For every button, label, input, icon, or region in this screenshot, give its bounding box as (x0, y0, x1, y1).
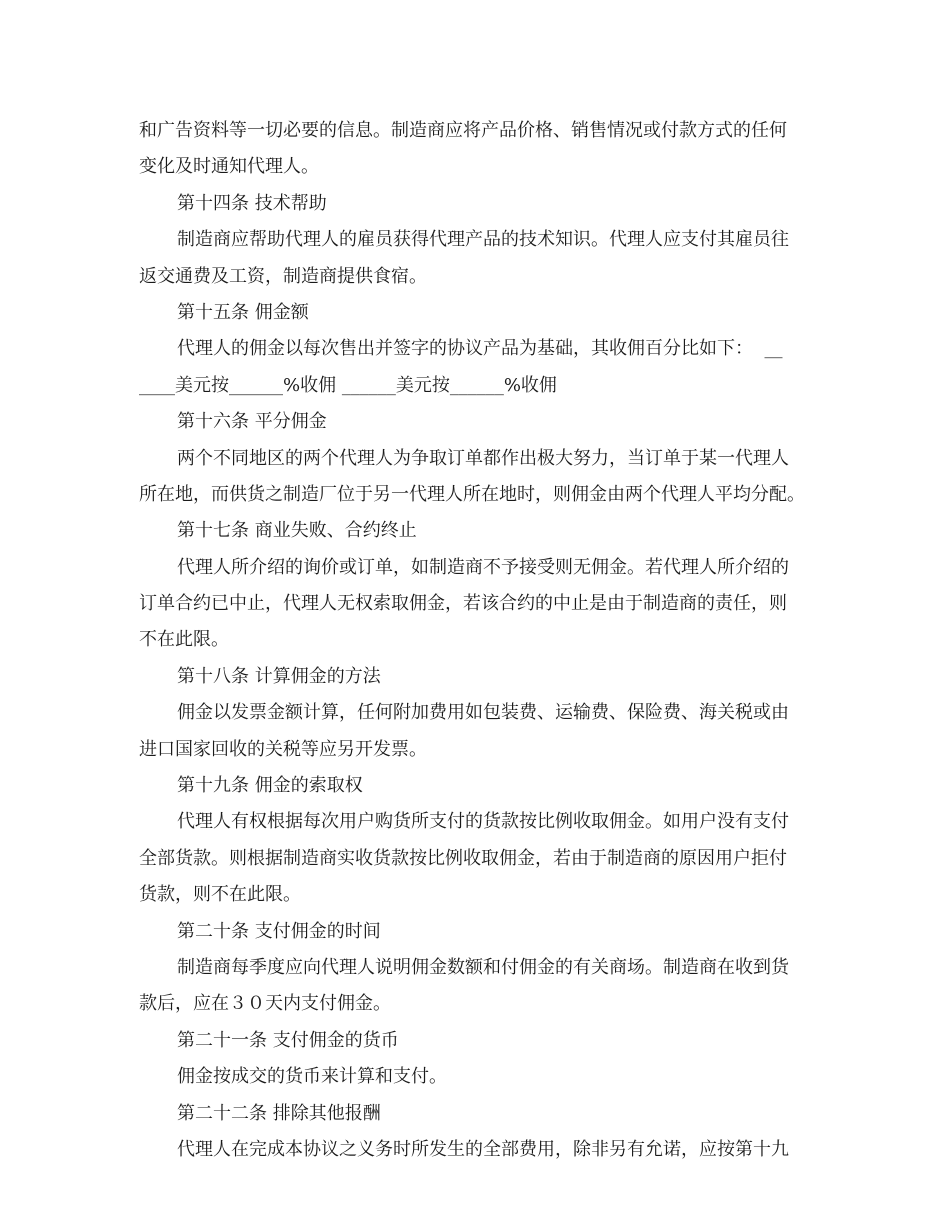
article-19-body-line-2: 全部货款。则根据制造商实收货款按比例收取佣金，若由于制造商的原因用户拒付 (139, 847, 787, 869)
article-18-body-line-1: 佣金以发票金额计算，任何附加费用如包装费、运输费、保险费、海关税或由 (177, 702, 789, 724)
article-21-heading: 第二十一条 支付佣金的货币 (177, 1029, 399, 1051)
article-21-body-line-1: 佣金按成交的货币来计算和支付。 (177, 1066, 447, 1088)
article-19-body-line-3: 货款，则不在此限。 (139, 884, 301, 906)
article-14-heading: 第十四条 技术帮助 (177, 192, 327, 214)
article-20-body-line-2: 款后，应在３０天内支付佣金。 (139, 993, 391, 1015)
article-20-heading: 第二十条 支付佣金的时间 (177, 920, 381, 942)
article-17-body-line-3: 不在此限。 (139, 629, 229, 651)
article-14-body-line-2: 返交通费及工资，制造商提供食宿。 (139, 265, 427, 287)
article-22-body-line-1: 代理人在完成本协议之义务时所发生的全部费用，除非另有允诺，应按第十九 (177, 1138, 789, 1160)
article-18-body-line-2: 进口国家回收的关税等应另开发票。 (139, 738, 427, 760)
article-17-body-line-1: 代理人所介绍的询价或订单，如制造商不予接受则无佣金。若代理人所介绍的 (177, 556, 789, 578)
article-15-body-line-1: 代理人的佣金以每次售出并签字的协议产品为基础，其收佣百分比如下： __ (177, 338, 783, 360)
article-16-heading: 第十六条 平分佣金 (177, 411, 327, 433)
article-15-body-line-2: ____美元按______%收佣 ______美元按______%收佣 (139, 374, 557, 396)
article-20-body-line-1: 制造商每季度应向代理人说明佣金数额和付佣金的有关商场。制造商在收到货 (177, 956, 789, 978)
body-line-2: 变化及时通知代理人。 (139, 156, 319, 178)
body-line-1: 和广告资料等一切必要的信息。制造商应将产品价格、销售情况或付款方式的任何 (139, 120, 787, 141)
article-16-body-line-2: 所在地，而供货之制造厂位于另一代理人所在地时，则佣金由两个代理人平均分配。 (139, 483, 805, 505)
document-body (139, 113, 829, 1168)
article-15-heading: 第十五条 佣金额 (177, 301, 309, 323)
article-22-heading: 第二十二条 排除其他报酬 (177, 1102, 381, 1124)
article-17-heading: 第十七条 商业失败、合约终止 (177, 520, 417, 542)
article-19-body-line-1: 代理人有权根据每次用户购货所支付的货款按比例收取佣金。如用户没有支付 (177, 811, 789, 833)
article-19-heading: 第十九条 佣金的索取权 (177, 775, 363, 797)
article-18-heading: 第十八条 计算佣金的方法 (177, 665, 381, 687)
article-14-body-line-1: 制造商应帮助代理人的雇员获得代理产品的技术知识。代理人应支付其雇员往 (177, 229, 789, 251)
article-16-body-line-1: 两个不同地区的两个代理人为争取订单都作出极大努力，当订单于某一代理人 (177, 447, 789, 469)
article-17-body-line-2: 订单合约已中止，代理人无权索取佣金，若该合约的中止是由于制造商的责任，则 (139, 593, 787, 615)
